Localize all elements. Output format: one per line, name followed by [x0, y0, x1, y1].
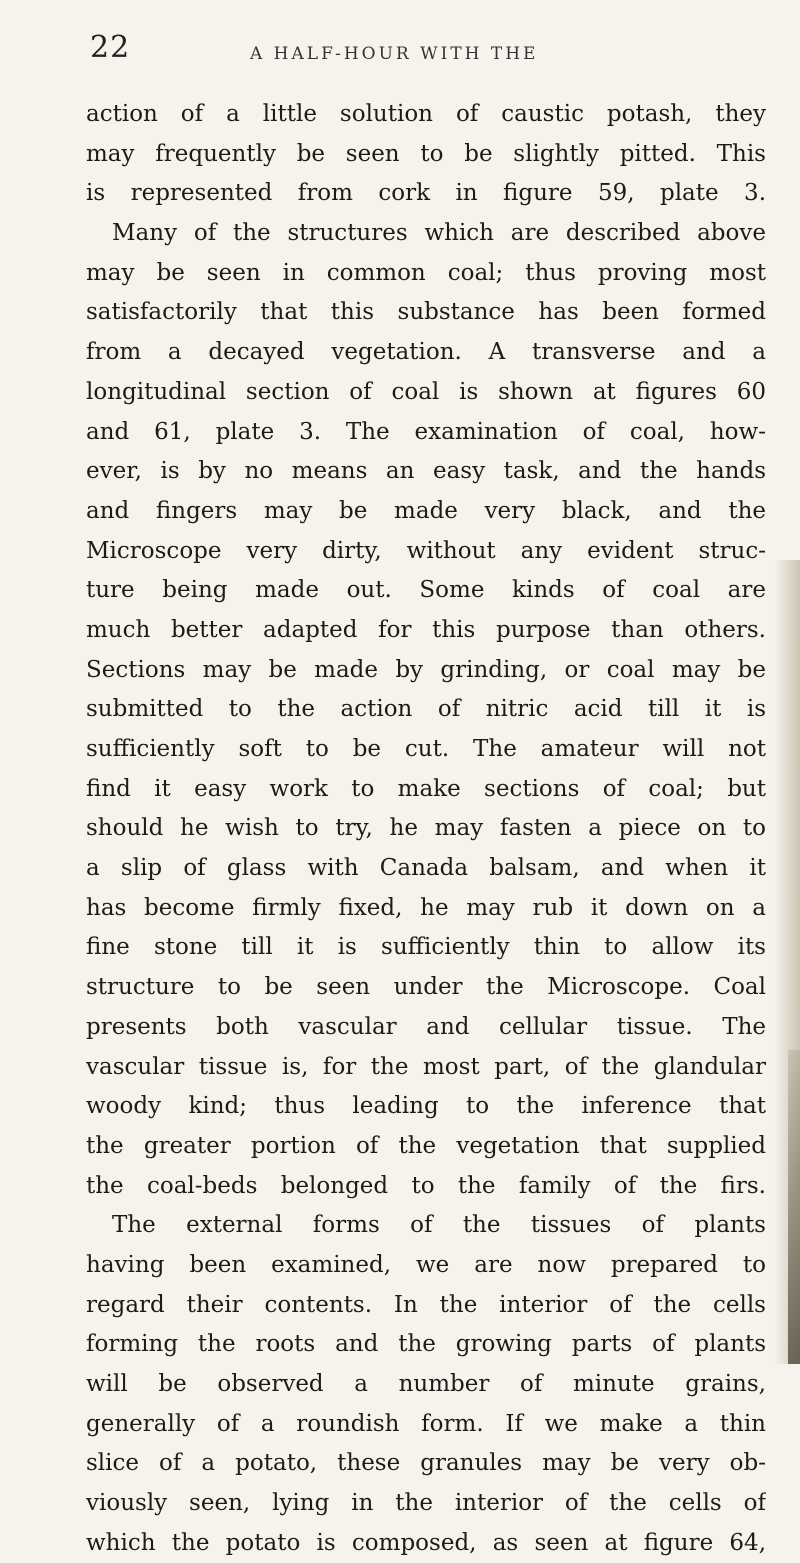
text-line: a slip of glass with Canada balsam, and when it — [86, 855, 766, 882]
text-line: Sections may be made by grinding, or coal may be — [86, 656, 766, 683]
text-line: much better adapted for this purpose than others. — [86, 616, 766, 643]
running-head: A HALF-HOUR WITH THE — [250, 44, 539, 64]
text-line: submitted to the action of nitric acid till it is — [86, 696, 766, 723]
text-line: will be observed a number of minute grains, — [86, 1371, 766, 1397]
text-line: ever, is by no means an easy task, and the hands — [86, 458, 766, 485]
body-text — [86, 95, 766, 1563]
text-line: Microscope very dirty, without any evident struc- — [86, 537, 766, 564]
text-line: satisfactorily that this substance has been formed — [86, 299, 766, 326]
text-line: which the potato is composed, as seen at figure 64, — [86, 1529, 766, 1556]
text-line: presents both vascular and cellular tissue. The — [86, 1013, 766, 1040]
text-line: the greater portion of the vegetation that supplied — [86, 1132, 766, 1159]
text-line: vascular tissue is, for the most part, of the glandular — [86, 1053, 766, 1080]
text-line: woody kind; thus leading to the inference that — [86, 1093, 766, 1120]
text-line: sufficiently soft to be cut. The amateur will not — [86, 736, 766, 762]
text-line: the coal-beds belonged to the family of the firs. — [86, 1172, 766, 1199]
text-line: ture being made out. Some kinds of coal are — [86, 577, 766, 604]
text-line: viously seen, lying in the interior of the cells of — [86, 1490, 766, 1517]
text-line: has become firmly fixed, he may rub it down on a — [86, 894, 766, 921]
text-line: Many of the structures which are described above — [112, 220, 766, 247]
text-line: having been examined, we are now prepared to — [86, 1251, 766, 1278]
text-line: structure to be seen under the Microscope. Coal — [86, 974, 766, 1001]
text-line: from a decayed vegetation. A transverse and a — [86, 339, 766, 366]
text-line: slice of a potato, these granules may be very ob- — [86, 1450, 766, 1477]
text-line: action of a little solution of caustic potash, they — [86, 101, 766, 127]
page-number: 22 — [90, 30, 131, 65]
text-line: may be seen in common coal; thus proving most — [86, 259, 766, 286]
text-line: and 61, plate 3. The examination of coal, how- — [86, 418, 766, 445]
text-line: may frequently be seen to be slightly pitted. This — [86, 140, 766, 167]
text-line: forming the roots and the growing parts of plants — [86, 1331, 766, 1358]
text-line: generally of a roundish form. If we make a thin — [86, 1410, 766, 1437]
text-line: is represented from cork in figure 59, plate 3. — [86, 180, 766, 207]
text-line: longitudinal section of coal is shown at figures 60 — [86, 378, 766, 405]
text-line: and fingers may be made very black, and the — [86, 497, 766, 524]
text-line: regard their contents. In the interior of the cells — [86, 1291, 766, 1318]
text-line: should he wish to try, he may fasten a piece on to — [86, 815, 766, 842]
text-line: fine stone till it is sufficiently thin to allow its — [86, 934, 766, 961]
text-line: find it easy work to make sections of coal; but — [86, 775, 766, 802]
text-line: The external forms of the tissues of plants — [112, 1212, 766, 1239]
page-edge-dark — [788, 1050, 800, 1364]
